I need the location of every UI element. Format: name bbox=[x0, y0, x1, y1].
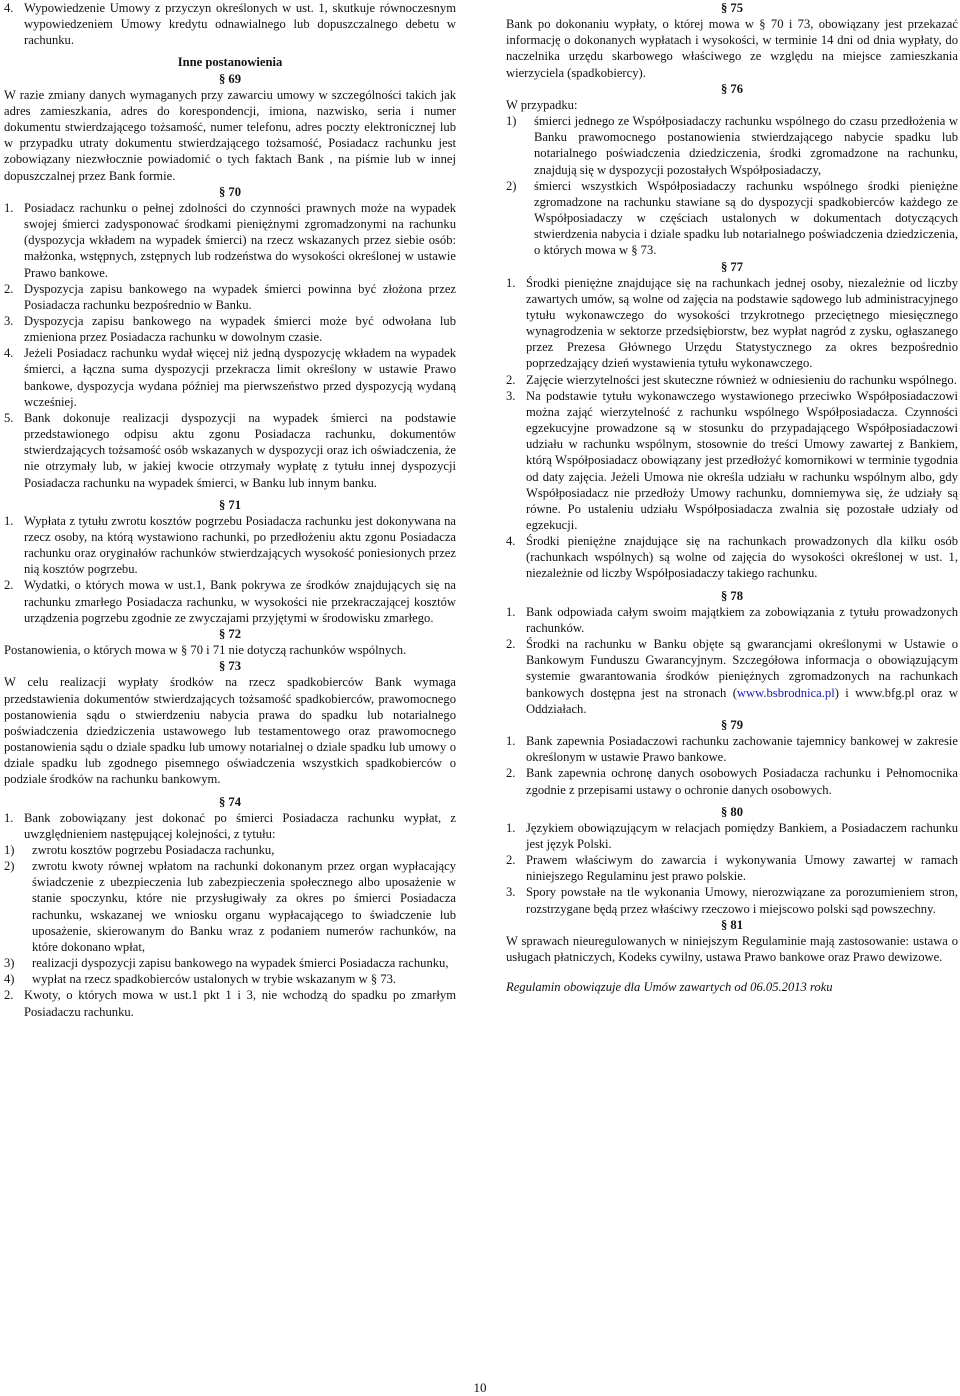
item-number: 3. bbox=[506, 388, 516, 403]
section-70-list bbox=[4, 200, 456, 491]
right-column bbox=[506, 0, 958, 995]
closing-note: Regulamin obowiązuje dla Umów zawartych od 06.05.2013 roku bbox=[506, 980, 833, 995]
section-79-list bbox=[506, 733, 958, 798]
item-number: 4) bbox=[4, 972, 15, 987]
item-text: Dyspozycja zapisu bankowego na wypadek śmierci powinna być złożona przez Posiadacza rachunku bezpośrednio w Banku. bbox=[24, 281, 456, 312]
item-number: 3) bbox=[4, 956, 15, 971]
item-text: Środki pieniężne znajdujące się na rachunkach prowadzonych dla kilku osób (rachunkach wspólnych) są wolne od zajęcia do wysokości określonej w ust. 1, niezależnie od liczby Współposiadaczy takiego rachunku. bbox=[526, 534, 958, 581]
section-77-heading: § 77 bbox=[720, 259, 744, 274]
list-item bbox=[506, 533, 958, 581]
section-74-sublist bbox=[4, 842, 456, 987]
text-fragment: Środki na rachunku w Banku objęte są gwarancjami określonymi w Ustawie o Bankowym Funduszu Gwarancyjnym. Szczegółowa informacja o obowiązującym systemie gwarantowania środków pieniężnych zgromadzonych na rachunkach bankowych dostępna jest na stronach ( bbox=[526, 637, 958, 700]
paragraph-text: Wypowiedzenie Umowy z przyczyn określonych w ust. 1, skutkuje równoczesnym wypowiedzeniem Umowy kredytu odnawialnego lub dopuszczalnego debetu w rachunku. bbox=[24, 1, 456, 48]
section-72-text: Postanowienia, o których mowa w § 70 i 71 nie dotyczą rachunków wspólnych. bbox=[4, 643, 407, 658]
page-number: 10 bbox=[473, 1380, 487, 1395]
list-item bbox=[4, 513, 456, 578]
bank-website-link[interactable]: www.bsbrodnica.pl bbox=[736, 685, 835, 700]
list-item bbox=[506, 372, 958, 388]
list-item bbox=[4, 577, 456, 625]
section-75-heading: § 75 bbox=[720, 1, 744, 15]
section-73-heading: § 73 bbox=[218, 659, 242, 674]
sub-item bbox=[506, 113, 958, 178]
item-text: Bank zobowiązany jest dokonać po śmierci Posiadacza rachunku wypłat, z uwzględnieniem następującej kolejności, z tytułu: bbox=[24, 810, 456, 841]
section-70-heading: § 70 bbox=[218, 184, 242, 199]
item-number: 2. bbox=[506, 637, 516, 652]
list-item bbox=[506, 765, 958, 797]
text-fragment: ) i www.bfg.pl oraz w Oddziałach. bbox=[526, 685, 958, 716]
item-text: Prawem właściwym do zawarcia i wykonywania Umowy zawartej w ramach niniejszego Regulaminu jest prawo polskie. bbox=[526, 853, 958, 884]
item-number: 1. bbox=[4, 513, 14, 528]
item-number: 2. bbox=[4, 988, 14, 1003]
item-text: Wydatki, o których mowa w ust.1, Bank pokrywa ze środków znajdujących się na rachunku zmarłego Posiadacza rachunku, w wysokości nie przekraczającej kosztów urządzenia pogrzebu zgodnie ze zwyczajami przyjętymi w środowisku zmarłego. bbox=[24, 578, 456, 625]
section-80-list bbox=[506, 820, 958, 917]
sub-item bbox=[4, 971, 456, 987]
section-80-heading: § 80 bbox=[720, 804, 744, 819]
item-number: 1. bbox=[506, 275, 516, 290]
section-73-text: W celu realizacji wypłaty środków na rzecz spadkobierców Bank wymaga przedstawienia dokumentów stwierdzających tożsamość spadkobierców, prawomocnego postanowienia sądu o stwierdzeniu nabycia prawa do spadku lub notarialnego poświadczenia dziedziczenia ustawowego lub testamentowego oraz prawomocnego postanowienia sądu o dziale spadku lub umowy notarialnej o dziale spadku lub umowy o dziale spadku lub zgodnego pisemnego oświadczenia wszystkich spadkobierców o podziale środków na rachunku bankowym. bbox=[4, 675, 456, 787]
item-number: 1) bbox=[4, 842, 15, 857]
section-77-list bbox=[506, 275, 958, 582]
list-item bbox=[506, 388, 958, 533]
item-text: Posiadacz rachunku o pełnej zdolności do czynności prawnych może na wypadek swojej śmierci zadysponować środkami pieniężnymi zgromadzonymi na rachunku (dyspozycja wkładem na wypadek śmierci) na rzecz wskazanych przez siebie osób: małżonka, wstępnych, zstępnych lub rodzeństwa do wysokości określonej w ustawie Prawo bankowe. bbox=[24, 200, 456, 280]
section-74-heading: § 74 bbox=[218, 794, 242, 809]
list-item bbox=[4, 281, 456, 313]
sub-item bbox=[4, 955, 456, 971]
item-text: Bank dokonuje realizacji dyspozycji na wypadek śmierci na podstawie przedstawionego odpisu aktu zgonu Posiadacza rachunku, dokumentów stwierdzających tożsamość osób wskazanych w dyspozycji oraz ich oświadczenia, że nie otrzymały lub, w jakiej kwocie otrzymały wypłatę z tytułu innej dyspozycji Posiadacza rachunku na wypadek śmierci, w Banku lub innym banku. bbox=[24, 410, 456, 490]
item-text: Zajęcie wierzytelności jest skuteczne również w odniesieniu do rachunku wspólnego. bbox=[526, 372, 957, 387]
item-text: Bank odpowiada całym swoim majątkiem za zobowiązania z tytułu prowadzonych rachunków. bbox=[526, 604, 958, 635]
item-number: 1. bbox=[506, 820, 516, 835]
section-81-heading: § 81 bbox=[720, 917, 744, 932]
item-number: 2. bbox=[506, 372, 516, 387]
section-76-heading: § 76 bbox=[720, 81, 744, 96]
list-item bbox=[506, 275, 958, 372]
list-item bbox=[4, 345, 456, 410]
list-item bbox=[4, 313, 456, 345]
sub-item bbox=[4, 858, 456, 955]
sub-item bbox=[4, 842, 456, 858]
item-text: Bank zapewnia ochronę danych osobowych Posiadacza rachunku i Pełnomocnika zgodnie z przepisami ustawy o ochronie danych osobowych. bbox=[526, 766, 958, 797]
item-number: 1. bbox=[506, 734, 516, 749]
item-number: 1. bbox=[4, 810, 14, 825]
item-text: Na podstawie tytułu wykonawczego wystawionego przeciwko Współposiadaczowi można zająć wierzytelność z rachunku wspólnego Współposiadacza. Czynności egzekucyjne prowadzone są w stosunku do przypadającego Współposiadaczowi udziału w rachunku wspólnym, stosownie do treści Umowy zawartej z Bankiem, którą Współposiadacz obowiązany jest przedłożyć komornikowi w terminie tygodnia od daty zajęcia. Jeżeli Umowa nie określa udziału w rachunku wspólnym albo, gdy Współposiadacz nie przedłoży Umowy rachunku, domniemywa się, że udziały są równe. Po ustaleniu udziału Współposiadacza zwalnia się pozostałe udziały od egzekucji. bbox=[526, 388, 958, 532]
item-text: Jeżeli Posiadacz rachunku wydał więcej niż jedną dyspozycję wkładem na wypadek śmierci, a łączna suma dyspozycji przekracza limit określony w ustawie Prawo bankowe, dyspozycja wydana później ma pierwszeństwo przed dyspozycją wydaną wcześniej. bbox=[24, 346, 456, 409]
item-text: Dyspozycja zapisu bankowego na wypadek śmierci może być odwołana lub zmieniona przez Posiadacza rachunku w dowolnym czasie. bbox=[24, 313, 456, 345]
list-item bbox=[4, 987, 456, 1019]
item-text: zwrotu kosztów pogrzebu Posiadacza rachunku, bbox=[32, 842, 275, 857]
section-81-text: W sprawach nieuregulowanych w niniejszym Regulaminie mają zastosowanie: ustawa o usługach płatniczych, Kodeks cywilny, ustawa Prawo bankowe oraz Prawo dewizowe. bbox=[506, 933, 958, 965]
item-text: zwrotu kwoty równej wpłatom na rachunki dokonanym przez organ wypłacający świadczenie z ubezpieczenia lub zabezpieczenia społecznego albo uposażenie w stanie spoczynku, które nie przysługiwały za okres po śmierci Posiadacza rachunku, wskazanej we wniosku organu wypłacającego to świadczenie lub uposażenie, skierowanym do Banku wraz z podaniem numerów rachunków, na które dokonano wpłat, bbox=[32, 859, 456, 954]
sub-item bbox=[506, 178, 958, 259]
item-text: wypłat na rzecz spadkobierców ustalonych w trybie wskazanym w § 73. bbox=[32, 972, 397, 987]
item-number: 2. bbox=[4, 578, 14, 593]
section-69-heading: § 69 bbox=[218, 71, 242, 86]
item-number: 4. bbox=[506, 534, 516, 549]
item-number: 1. bbox=[4, 200, 14, 215]
list-item bbox=[506, 884, 958, 916]
item-number: 3. bbox=[4, 313, 14, 328]
section-71-heading: § 71 bbox=[218, 497, 242, 512]
item-text: Kwoty, o których mowa w ust.1 pkt 1 i 3, nie wchodzą do spadku po zmarłym Posiadaczu rachunku. bbox=[24, 988, 456, 1019]
item-text: Językiem obowiązującym w relacjach pomiędzy Bankiem, a Posiadaczem rachunku jest język Polski. bbox=[526, 820, 958, 851]
item-text: śmierci wszystkich Współposiadaczy rachunku wspólnego środki pieniężne zgromadzone na rachunku stawiane są do dyspozycji spadkobierców każdego ze Współposiadaczy w częściach ustalonych w dokumentach dotyczących stwierdzenia nabycia i dziale spadku lub notarialnego poświadczenia dziedziczenia, o których mowa w § 73. bbox=[534, 178, 958, 258]
paragraph-4 bbox=[4, 0, 456, 48]
list-item bbox=[4, 810, 456, 842]
section-78-heading: § 78 bbox=[720, 588, 744, 603]
list-item bbox=[506, 852, 958, 884]
item-number: 2. bbox=[506, 853, 516, 868]
section-76-list bbox=[506, 113, 958, 258]
item-text: Bank zapewnia Posiadaczowi rachunku zachowanie tajemnicy bankowej w zakresie określonym w ustawie Prawo bankowe. bbox=[526, 734, 958, 765]
section-69-text: W razie zmiany danych wymaganych przy zawarciu umowy w szczególności takich jak adres zamieszkania, adres do korespondencji, imiona, nazwisko, seria i numer dokumentu stwierdzającego tożsamość, numer telefonu, adres poczty elektronicznej lub w przypadku utraty dokumentu stwierdzającego tożsamość, Posiadacz rachunku jest zobowiązany niezwłocznie powiadomić o tych faktach Bank , na piśmie lub w innej dopuszczalnej przez Bank formie. bbox=[4, 87, 456, 183]
section-75-text: Bank po dokonaniu wypłaty, o której mowa w § 70 i 73, obowiązany jest przekazać informację o dokonanych wypłatach i wysokości, w terminie 14 dni od dnia wypłaty, do naczelnika urzędu skarbowego właściwego ze względu na miejsce zamieszkania wierzyciela (spadkobiercy). bbox=[506, 17, 958, 80]
item-number: 2. bbox=[506, 766, 516, 781]
item-text: Spory powstałe na tle wykonania Umowy, nierozwiązane za porozumieniem stron, rozstrzygane będą przez właściwy rzeczowo i miejscowo polski sąd powszechny. bbox=[526, 885, 958, 916]
list-item bbox=[506, 604, 958, 636]
item-number: 2. bbox=[4, 281, 14, 296]
item-number: 4. bbox=[4, 346, 14, 361]
item-number: 3. bbox=[506, 885, 516, 900]
item-text bbox=[526, 636, 958, 717]
section-79-heading: § 79 bbox=[720, 717, 744, 732]
list-item bbox=[506, 733, 958, 765]
list-item bbox=[506, 820, 958, 852]
item-text: realizacji dyspozycji zapisu bankowego na wypadek śmierci Posiadacza rachunku, bbox=[32, 956, 449, 971]
section-heading: Inne postanowienia bbox=[177, 55, 283, 70]
item-number: 5. bbox=[4, 410, 14, 425]
item-number: 2) bbox=[506, 178, 517, 193]
section-72-heading: § 72 bbox=[218, 626, 242, 641]
list-item bbox=[506, 636, 958, 717]
item-number: 1) bbox=[506, 114, 517, 129]
section-71-list bbox=[4, 513, 456, 626]
section-76-intro: W przypadku: bbox=[506, 97, 578, 112]
item-number: 1. bbox=[506, 604, 516, 619]
item-text: Środki pieniężne znajdujące się na rachunkach jednej osoby, niezależnie od liczby zawartych umów, są wolne od zajęcia na podstawie sądowego lub administracyjnego tytułu wykonawczego do wysokości trzykrotnego przeciętnego miesięcznego wynagrodzenia w sektorze przedsiębiorstw, bez wypłat nagród z zysku, ogłaszanego przez Prezesa Głównego Urzędu Statystycznego za okres bezpośrednio poprzedzający dzień wystawienia tytułu wykonawczego. bbox=[526, 275, 958, 371]
item-text: Wypłata z tytułu zwrotu kosztów pogrzebu Posiadacza rachunku jest dokonywana na rzecz osoby, na którą wystawiono rachunki, po przedłożeniu aktu zgonu Posiadacza rachunku oraz oryginałów rachunków stwierdzających wysokość poniesionych przez nią kosztów pogrzebu. bbox=[24, 513, 456, 577]
list-item bbox=[4, 410, 456, 491]
left-column bbox=[4, 0, 456, 1020]
item-number: 2) bbox=[4, 859, 15, 874]
list-item bbox=[4, 200, 456, 281]
item-number: 4. bbox=[4, 1, 14, 15]
item-text: śmierci jednego ze Współposiadaczy rachunku wspólnego do czasu przedłożenia w Banku prawomocnego postanowienia stwierdzającego nabycie spadku lub notarialnego poświadczenia dziedziczenia, środki zgromadzone na rachunku, znajdują się w dyspozycji pozostałych Współposiadaczy, bbox=[534, 114, 958, 177]
